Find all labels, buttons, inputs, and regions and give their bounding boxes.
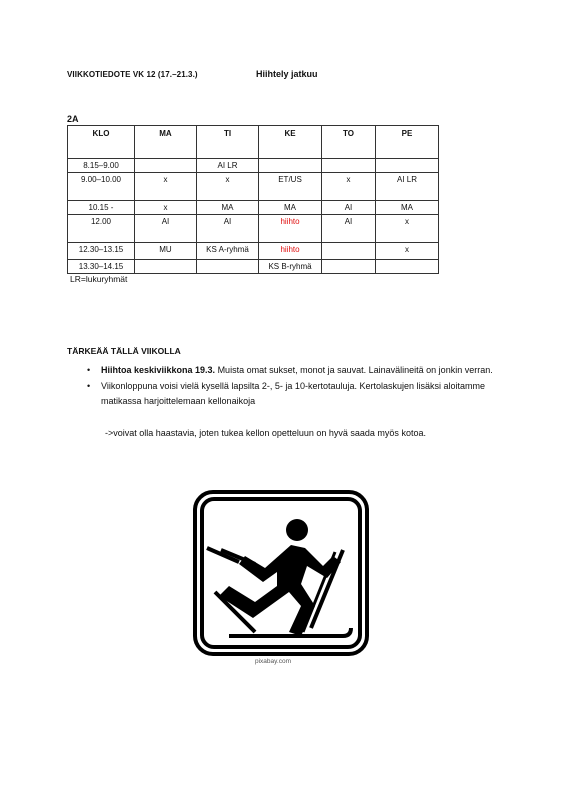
- schedule-header-row: [68, 126, 439, 159]
- table-cell: x: [197, 173, 259, 201]
- col-header-ke: KE: [259, 126, 322, 159]
- schedule-table: [67, 125, 439, 274]
- table-cell: KS A-ryhmä: [197, 243, 259, 260]
- bulletin-title: VIIKKOTIEDOTE VK 12 (17.–21.3.): [67, 70, 198, 79]
- table-cell: [376, 159, 439, 173]
- table-row: [68, 260, 439, 274]
- col-header-ma: MA: [135, 126, 197, 159]
- abbreviation-note: LR=lukuryhmät: [70, 274, 128, 284]
- bulletin-subtitle: Hiihtely jatkuu: [256, 69, 318, 79]
- table-cell: x: [135, 201, 197, 215]
- table-cell: x: [376, 243, 439, 260]
- table-cell: 13.30–14.15: [68, 260, 135, 274]
- table-cell: AI LR: [197, 159, 259, 173]
- table-cell: KS B-ryhmä: [259, 260, 322, 274]
- col-header-pe: PE: [376, 126, 439, 159]
- cross-country-skier-icon: [193, 490, 369, 661]
- table-cell: 10.15 -: [68, 201, 135, 215]
- table-cell: hiihto: [259, 243, 322, 260]
- table-cell: [322, 243, 376, 260]
- table-cell: 8.15–9.00: [68, 159, 135, 173]
- table-row: [68, 159, 439, 173]
- table-cell: x: [322, 173, 376, 201]
- table-row: [68, 243, 439, 260]
- bullet-text: Muista omat sukset, monot ja sauvat. Lainavälineitä on jonkin verran.: [215, 365, 493, 375]
- important-heading: TÄRKEÄÄ TÄLLÄ VIIKOLLA: [67, 346, 181, 356]
- bullet-icon: •: [87, 380, 91, 391]
- image-credit: pixabay.com: [255, 658, 292, 665]
- table-cell: AI: [135, 215, 197, 243]
- list-item: [87, 379, 507, 410]
- table-cell: 9.00–10.00: [68, 173, 135, 201]
- table-cell: x: [135, 173, 197, 201]
- col-header-to: TO: [322, 126, 376, 159]
- bullet-text: Viikonloppuna voisi vielä kysellä lapsilta 2-, 5- ja 10-kertotauluja. Kertolaskujen lisäksi aloitamme matikassa harjoittelemaan kellonaikoja: [101, 380, 486, 406]
- table-cell: [322, 159, 376, 173]
- col-header-ti: TI: [197, 126, 259, 159]
- bullet-bold-text: Hiihtoa keskiviikkona 19.3.: [101, 365, 216, 375]
- table-cell: x: [376, 215, 439, 243]
- table-cell: AI: [197, 215, 259, 243]
- bullet-icon: •: [87, 365, 91, 375]
- table-cell: 12.30–13.15: [68, 243, 135, 260]
- table-cell: AI: [322, 215, 376, 243]
- table-cell: MA: [197, 201, 259, 215]
- table-cell: ET/US: [259, 173, 322, 201]
- table-cell: 12.00: [68, 215, 135, 243]
- table-cell: MA: [376, 201, 439, 215]
- table-cell: [259, 159, 322, 173]
- table-row: [68, 201, 439, 215]
- important-list: [87, 363, 507, 410]
- table-cell: AI LR: [376, 173, 439, 201]
- col-header-klo: KLO: [68, 126, 135, 159]
- table-cell: [197, 260, 259, 274]
- table-cell: [376, 260, 439, 274]
- table-row: [68, 173, 439, 201]
- table-cell: MA: [259, 201, 322, 215]
- table-cell: MU: [135, 243, 197, 260]
- class-label: 2A: [67, 114, 79, 124]
- table-cell: [135, 159, 197, 173]
- table-cell: [135, 260, 197, 274]
- continuation-text: ->voivat olla haastavia, joten tukea kellon opetteluun on hyvä saada myös kotoa.: [105, 428, 426, 438]
- table-row: [68, 215, 439, 243]
- table-cell: hiihto: [259, 215, 322, 243]
- list-item: [87, 363, 507, 379]
- table-cell: AI: [322, 201, 376, 215]
- table-cell: [322, 260, 376, 274]
